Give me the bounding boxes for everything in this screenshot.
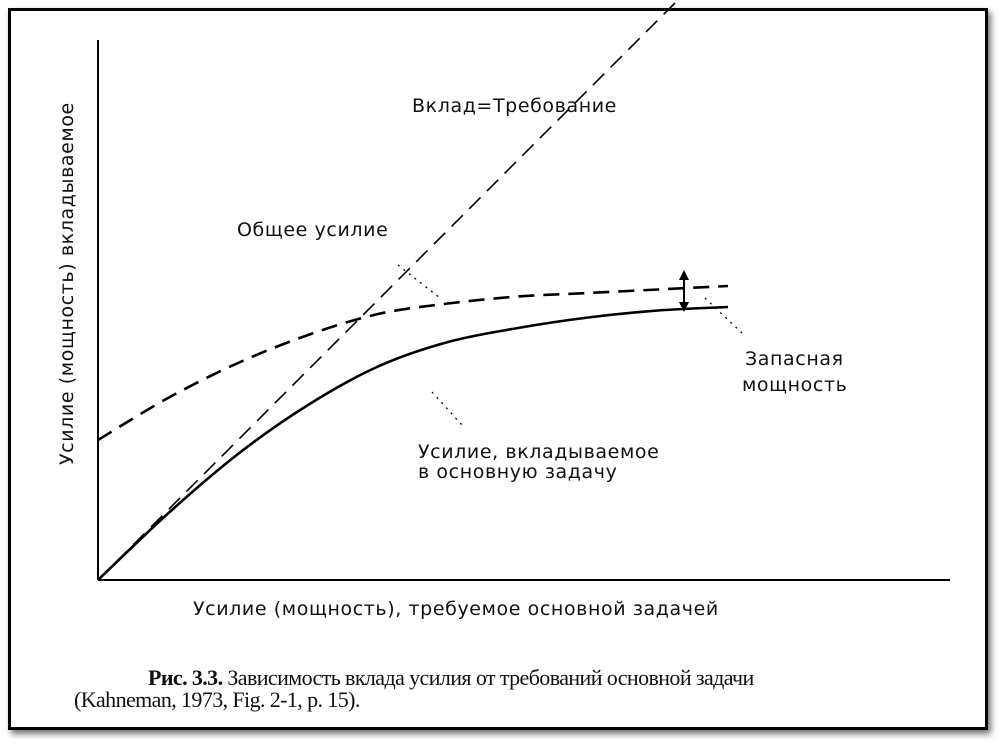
label-spare-line2: мощность <box>742 374 848 396</box>
figure-caption-source: (Kahneman, 1973, Fig. 2-1, p. 15). <box>74 687 360 712</box>
label-primary-line2: в основную задачу <box>418 461 618 483</box>
figure-caption <box>148 667 983 689</box>
leader-lines <box>398 265 742 425</box>
caption-label: Рис. 3.3. <box>148 665 223 690</box>
label-total-effort: Общее усилие <box>237 219 389 241</box>
label-demand: Вклад=Требование <box>412 95 617 117</box>
series-line-demand <box>98 0 798 580</box>
label-spare-line1: Запасная <box>745 348 844 370</box>
label-primary-line1: Усилие, вкладываемое <box>418 441 660 463</box>
leader-primary-task <box>432 392 462 425</box>
x-axis-label: Усилие (мощность), требуемое основной задачей <box>193 598 719 620</box>
spare-capacity-arrow <box>679 270 689 312</box>
leader-total-effort <box>398 265 440 298</box>
caption-text: Зависимость вклада усилия от требований основной задачи <box>222 665 754 690</box>
series-line-total-effort <box>98 286 728 440</box>
leader-spare-capacity <box>705 298 742 333</box>
y-axis-label: Усилие (мощность) вкладываемое <box>56 102 78 465</box>
